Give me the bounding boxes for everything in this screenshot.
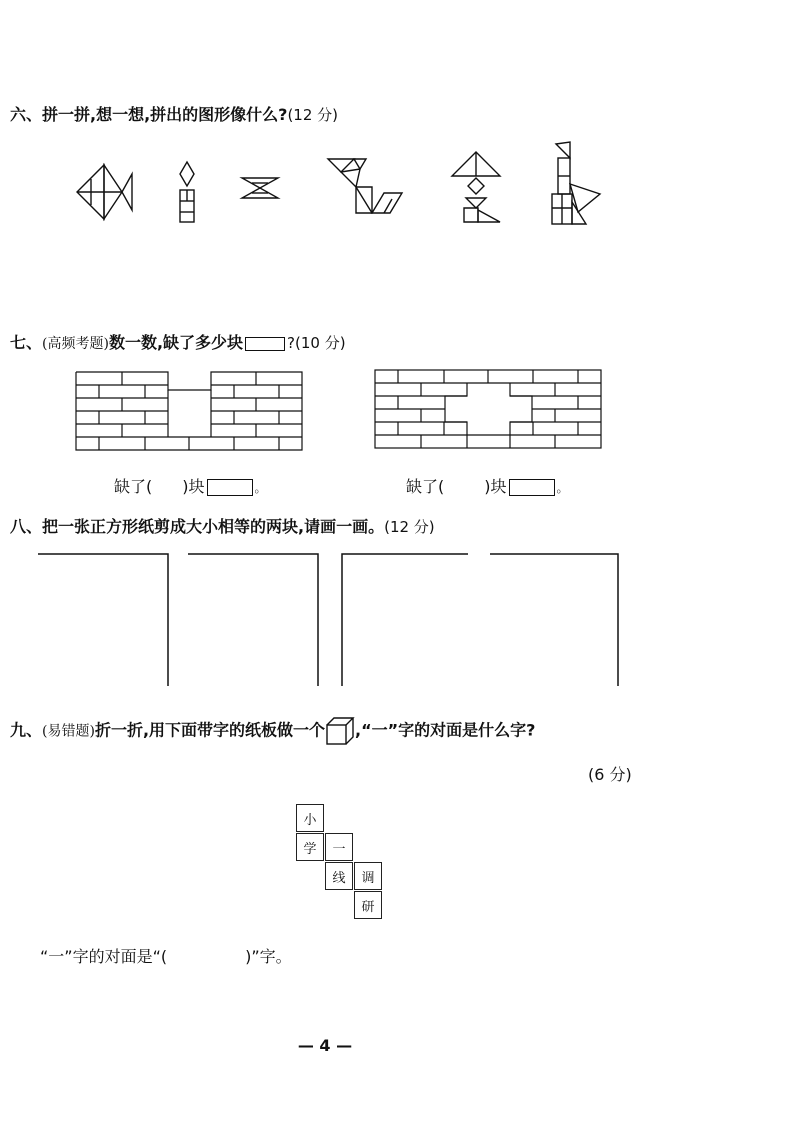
brick-icon — [207, 479, 253, 496]
q7-tag: (高频考题) — [42, 336, 109, 352]
brick-icon — [245, 337, 285, 351]
brick-wall-right — [375, 370, 603, 450]
net-cell: 学 — [296, 833, 324, 861]
net-cell: 小 — [296, 804, 324, 832]
q7-answer-right: 缺了( )块 。 — [406, 477, 569, 496]
q8-points: (12 分) — [384, 518, 435, 536]
tangram-fish — [74, 162, 134, 222]
q7-title: 七、(高频考题)数一数,缺了多少块 ?(10 分) — [10, 333, 346, 352]
q6-points: (12 分) — [287, 106, 339, 124]
q7-answer-left: 缺了( )块 。 — [114, 477, 267, 496]
net-cell: 调 — [354, 862, 382, 890]
brick-wall-left — [76, 372, 304, 452]
q9-answer: “一”字的对面是“( )”字。 — [40, 947, 292, 966]
net-cell: 线 — [325, 862, 353, 890]
net-cell: 一 — [325, 833, 353, 861]
q8-title: 八、把一张正方形纸剪成大小相等的两块,请画一画。(12 分) — [10, 517, 435, 536]
tangram-hourglass — [240, 176, 280, 200]
q6-title: 六、拼一拼,想一想,拼出的图形像什么?(12 分) — [10, 105, 339, 124]
cube-icon — [325, 716, 355, 746]
tangram-candle — [172, 160, 202, 224]
tangram-person — [448, 150, 504, 224]
page-number: — 4 — — [297, 1036, 353, 1055]
net-cell: 研 — [354, 891, 382, 919]
q7-points: (10 分) — [295, 334, 346, 352]
brick-icon — [509, 479, 555, 496]
q9-title: 九、(易错题)折一折,用下面带字的纸板做一个 ,“一”字的对面是什么字? — [10, 716, 535, 746]
square-paper-frames — [38, 552, 622, 688]
q9-tag: (易错题) — [42, 723, 95, 740]
tangram-cat — [326, 155, 406, 217]
q9-points: (6 分) — [588, 765, 632, 784]
tangram-boot — [548, 140, 604, 226]
